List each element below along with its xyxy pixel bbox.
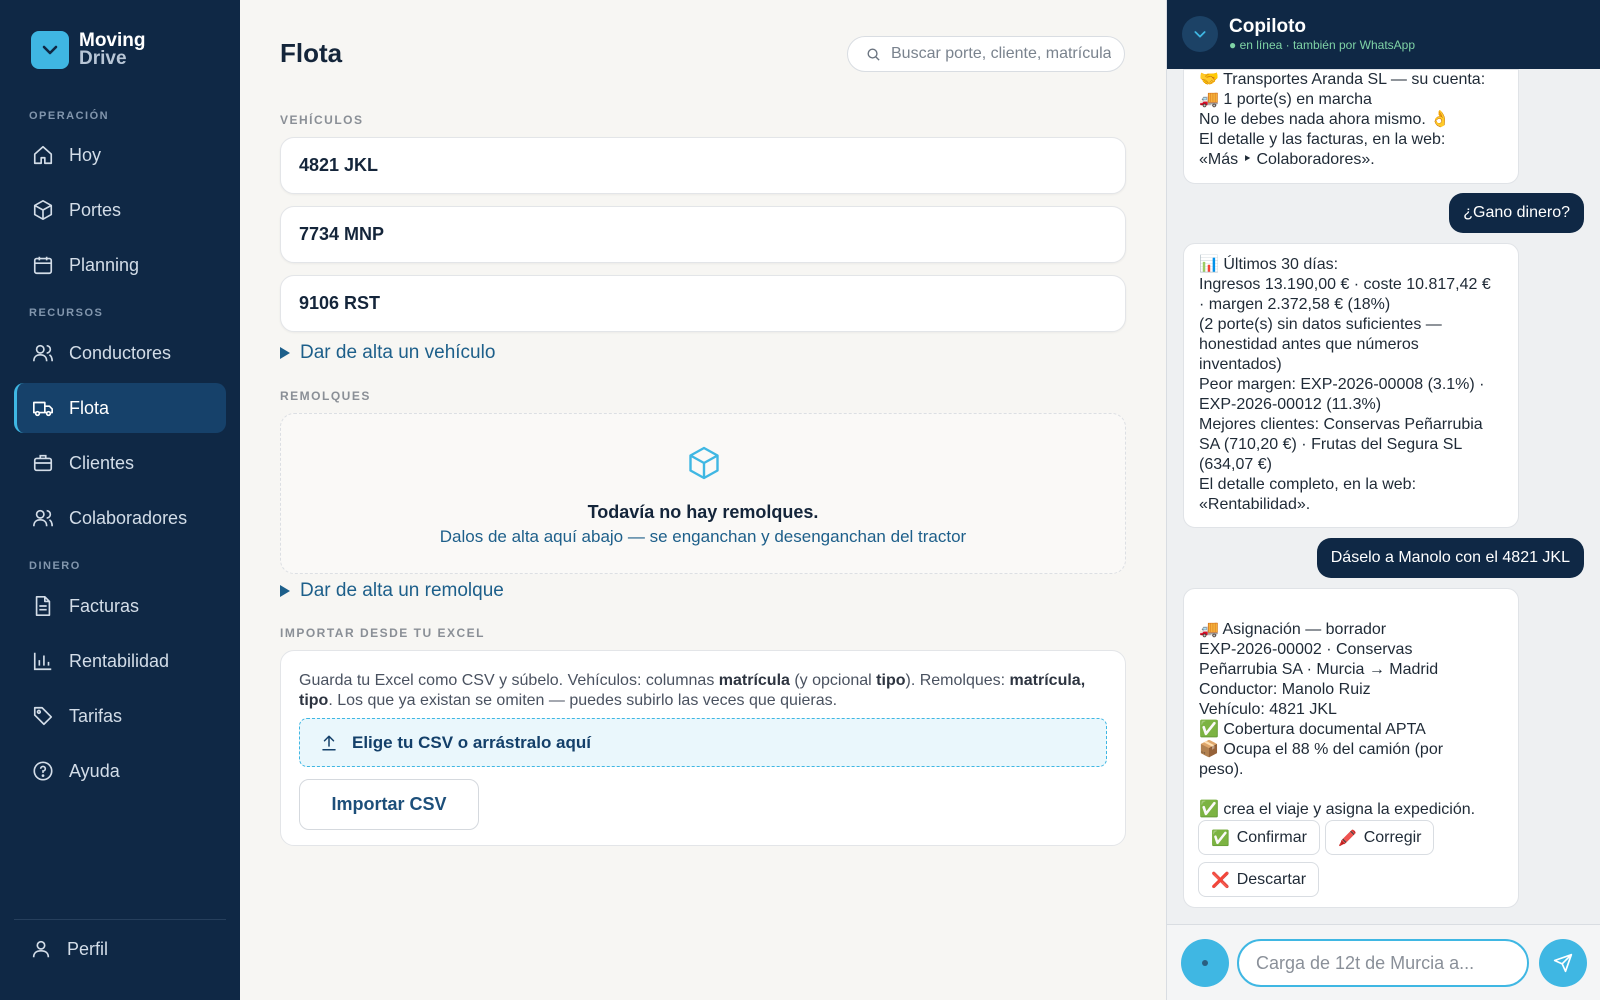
sidebar-item-label: Hoy	[69, 144, 102, 165]
page-title: Flota	[280, 38, 343, 68]
vehicle-row[interactable]: 7734 MNP	[280, 206, 1126, 263]
nav-section-dinero: DINERO	[29, 560, 81, 572]
brand[interactable]	[31, 31, 146, 69]
truck-icon	[32, 397, 54, 419]
dropzone-label: Elige tu CSV o arrástralo aquí	[352, 732, 592, 752]
search-input[interactable]	[891, 45, 1111, 63]
send-icon	[1553, 953, 1573, 973]
sidebar-item-label: Flota	[69, 397, 110, 418]
correct-button[interactable]	[1325, 820, 1434, 855]
add-vehicle-label: Dar de alta un vehículo	[300, 342, 496, 363]
users-icon	[32, 342, 54, 364]
search-bar[interactable]	[847, 36, 1125, 72]
empty-state-subtitle: Dalos de alta aquí abajo — se enganchan y desenganchan del tractor	[439, 527, 967, 546]
sidebar	[0, 0, 240, 1000]
sidebar-item-clientes[interactable]	[14, 438, 226, 488]
correct-label: Corregir	[1363, 828, 1422, 846]
chevron-down-icon	[1192, 26, 1208, 42]
bar-chart-icon	[32, 650, 54, 672]
copilot-header	[1167, 0, 1600, 69]
disclosure-triangle-icon	[280, 347, 290, 359]
brand-name: Moving	[79, 30, 146, 51]
user-icon	[30, 938, 52, 960]
sidebar-divider	[14, 919, 226, 920]
assistant-message	[1183, 588, 1519, 908]
sidebar-item-label: Rentabilidad	[69, 650, 170, 671]
sidebar-item-label: Planning	[69, 254, 140, 275]
search-icon	[866, 47, 881, 62]
sidebar-item-conductores[interactable]	[14, 328, 226, 378]
sidebar-item-label: Colaboradores	[69, 507, 188, 528]
user-message: ¿Gano dinero?	[1449, 193, 1584, 233]
check-icon: ✅	[1211, 829, 1230, 847]
user-message: Dáselo a Manolo con el 4821 JKL	[1317, 538, 1584, 578]
add-vehicle-toggle[interactable]	[280, 342, 495, 364]
collapse-button[interactable]	[1182, 16, 1218, 52]
sidebar-item-label: Facturas	[69, 595, 140, 616]
sidebar-item-portes[interactable]	[14, 185, 226, 235]
tag-icon	[32, 705, 54, 727]
sidebar-item-label: Clientes	[69, 452, 135, 473]
discard-label: Descartar	[1236, 870, 1307, 888]
sidebar-item-planning[interactable]	[14, 240, 226, 290]
sidebar-item-facturas[interactable]	[14, 581, 226, 631]
logo-icon	[31, 31, 69, 69]
sidebar-item-colaboradores[interactable]	[14, 493, 226, 543]
sidebar-item-label: Conductores	[69, 342, 172, 363]
csv-dropzone[interactable]	[299, 718, 1107, 767]
trailers-empty-state	[280, 413, 1126, 574]
empty-state-title: Todavía no hay remolques.	[587, 502, 819, 522]
mic-button[interactable]	[1181, 939, 1229, 987]
sidebar-item-label: Perfil	[67, 938, 109, 959]
copilot-footer	[1167, 924, 1600, 1000]
calendar-icon	[32, 254, 54, 276]
import-csv-button[interactable]: Importar CSV	[299, 779, 479, 830]
vehicle-row[interactable]: 4821 JKL	[280, 137, 1126, 194]
upload-icon	[320, 734, 338, 752]
home-icon	[32, 144, 54, 166]
sidebar-item-hoy[interactable]	[14, 130, 226, 180]
assistant-message: 🤝 Transportes Aranda SL — su cuenta: 🚚 1 porte(s) en marcha No le debes nada ahora mismo. 👌 El detalle y las facturas, en la web: «Más ‣ Colaboradores».	[1183, 69, 1519, 184]
vehicles-section-label: VEHÍCULOS	[280, 113, 364, 127]
package-icon	[686, 444, 722, 487]
disclosure-triangle-icon	[280, 585, 290, 597]
nav-section-recursos: RECURSOS	[29, 307, 104, 319]
sidebar-item-rentabilidad[interactable]	[14, 636, 226, 686]
import-card	[280, 650, 1126, 846]
copilot-panel	[1166, 0, 1600, 1000]
close-icon: ❌	[1211, 871, 1230, 889]
sidebar-item-tarifas[interactable]	[14, 691, 226, 741]
users-icon	[32, 507, 54, 529]
send-button[interactable]	[1539, 939, 1587, 987]
document-icon	[32, 595, 54, 617]
discard-button[interactable]	[1198, 862, 1319, 897]
assistant-message: 📊 Últimos 30 días: Ingresos 13.190,00 € · coste 10.817,42 € · margen 2.372,58 € (18%) (2 porte(s) sin datos suficientes — honestidad antes que números inventados) Peor margen: EXP-2026-00008 (3.1%) · EXP-2026-00012 (11.3%) Mejores clientes: Conservas Peñarrubia SA (710,20 €) · Frutas del Segura SL (634,07 €) El detalle completo, en la web: «Rentabilidad».	[1183, 243, 1519, 528]
mic-icon	[1202, 960, 1208, 966]
sidebar-item-perfil[interactable]	[12, 924, 224, 974]
nav-section-operacion: OPERACIÓN	[29, 110, 110, 122]
pencil-icon: 🖍️	[1338, 829, 1357, 847]
copilot-title: Copiloto	[1229, 16, 1307, 37]
help-icon	[32, 760, 54, 782]
package-icon	[32, 199, 54, 221]
copilot-status: ● en línea · también por WhatsApp	[1229, 38, 1416, 52]
vehicle-row[interactable]: 9106 RST	[280, 275, 1126, 332]
brand-subname: Drive	[79, 48, 127, 69]
sidebar-item-label: Tarifas	[69, 705, 123, 726]
confirm-button[interactable]	[1198, 820, 1320, 855]
sidebar-item-label: Portes	[69, 199, 122, 220]
main-content	[240, 0, 1166, 1000]
add-trailer-label: Dar de alta un remolque	[300, 580, 504, 601]
sidebar-item-label: Ayuda	[69, 760, 120, 781]
import-section-label: IMPORTAR DESDE TU EXCEL	[280, 626, 485, 640]
briefcase-icon	[32, 452, 54, 474]
assistant-message-text: 🚚 Asignación — borrador EXP-2026-00002 · Conservas Peñarrubia SA · Murcia → Madrid Conductor: Manolo Ruiz Vehículo: 4821 JKL ✅ Cobertura documental APTA 📦 Ocupa el 88 % del camión (por peso). ✅ crea el viaje y asigna la expedición.	[1199, 621, 1476, 818]
confirm-label: Confirmar	[1236, 828, 1307, 846]
trailers-section-label: REMOLQUES	[280, 389, 371, 403]
sidebar-item-ayuda[interactable]	[14, 746, 226, 796]
sidebar-item-flota[interactable]	[14, 383, 226, 433]
chat-input[interactable]	[1237, 939, 1529, 987]
import-instructions: Guarda tu Excel como CSV y súbelo. Vehículos: columnas matrícula (y opcional tipo). Remolques: matrícula, tipo. Los que ya existan se omiten — puedes subirlo las veces que quieras.	[299, 672, 1086, 709]
add-trailer-toggle[interactable]	[280, 580, 504, 602]
